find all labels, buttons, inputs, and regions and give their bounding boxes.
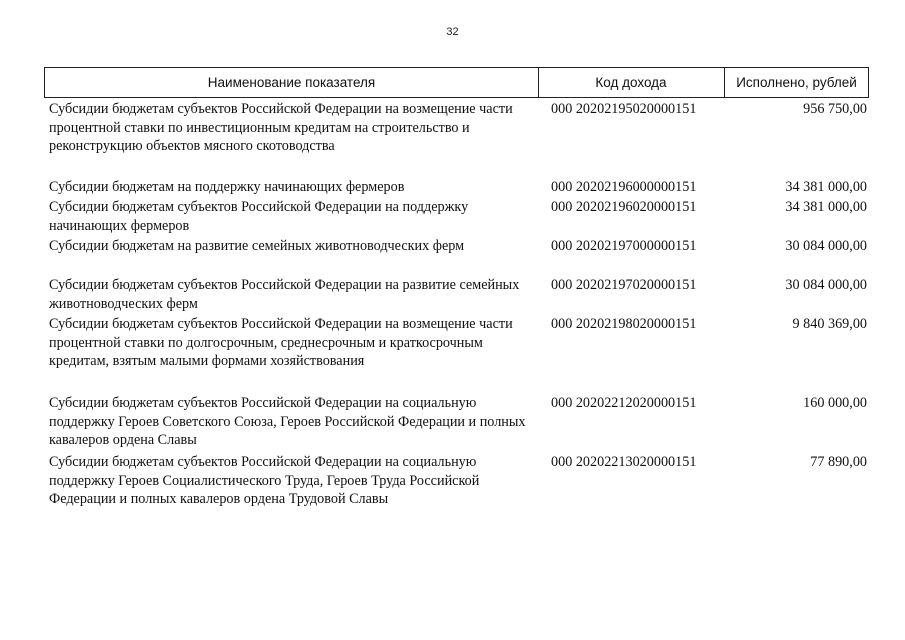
row-executed: 30 084 000,00 (785, 238, 867, 254)
row-code: 000 20202213020000151 (551, 454, 697, 470)
row-name: Субсидии бюджетам субъектов Российской Федерации на поддержку начинающих фермеров (49, 199, 469, 234)
row-name: Субсидии бюджетам на развитие семейных животноводческих ферм (49, 238, 465, 254)
row-code: 000 20202198020000151 (551, 316, 697, 332)
column-header-code: Код дохода (538, 68, 725, 97)
row-name: Субсидии бюджетам субъектов Российской Федерации на социальную поддержку Героев Советского Союза, Героев Российской Федерации и полных кавалеров ордена Славы (49, 395, 526, 449)
row-executed: 30 084 000,00 (785, 277, 867, 293)
row-executed: 956 750,00 (803, 101, 867, 117)
table-header (44, 67, 869, 98)
column-header-name: Наименование показателя (45, 68, 539, 97)
row-code: 000 20202197020000151 (551, 277, 697, 293)
row-code: 000 20202196020000151 (551, 199, 697, 215)
row-executed: 77 890,00 (810, 454, 867, 470)
row-code: 000 20202212020000151 (551, 395, 697, 411)
row-executed: 9 840 369,00 (792, 316, 867, 332)
row-code: 000 20202195020000151 (551, 101, 697, 117)
row-code: 000 20202197000000151 (551, 238, 697, 254)
row-name: Субсидии бюджетам на поддержку начинающих фермеров (49, 179, 405, 195)
row-name: Субсидии бюджетам субъектов Российской Федерации на социальную поддержку Героев Социалистического Труда, Героев Труда Российской Федерации и полных кавалеров ордена Трудовой Славы (49, 454, 480, 508)
page-number: 32 (446, 26, 459, 38)
row-executed: 34 381 000,00 (785, 199, 867, 215)
row-name: Субсидии бюджетам субъектов Российской Федерации на возмещение части процентной ставки по инвестиционным кредитам на строительство и реконструкцию объектов мясного скотоводства (49, 101, 513, 155)
row-executed: 160 000,00 (803, 395, 867, 411)
row-executed: 34 381 000,00 (785, 179, 867, 195)
row-name: Субсидии бюджетам субъектов Российской Федерации на возмещение части процентной ставки по долгосрочным, среднесрочным и краткосрочным кредитам, взятым малыми формами хозяйствования (49, 316, 513, 370)
column-header-executed: Исполнено, рублей (736, 75, 857, 90)
row-name: Субсидии бюджетам субъектов Российской Федерации на развитие семейных животноводческих ферм (49, 277, 520, 312)
row-code: 000 20202196000000151 (551, 179, 697, 195)
